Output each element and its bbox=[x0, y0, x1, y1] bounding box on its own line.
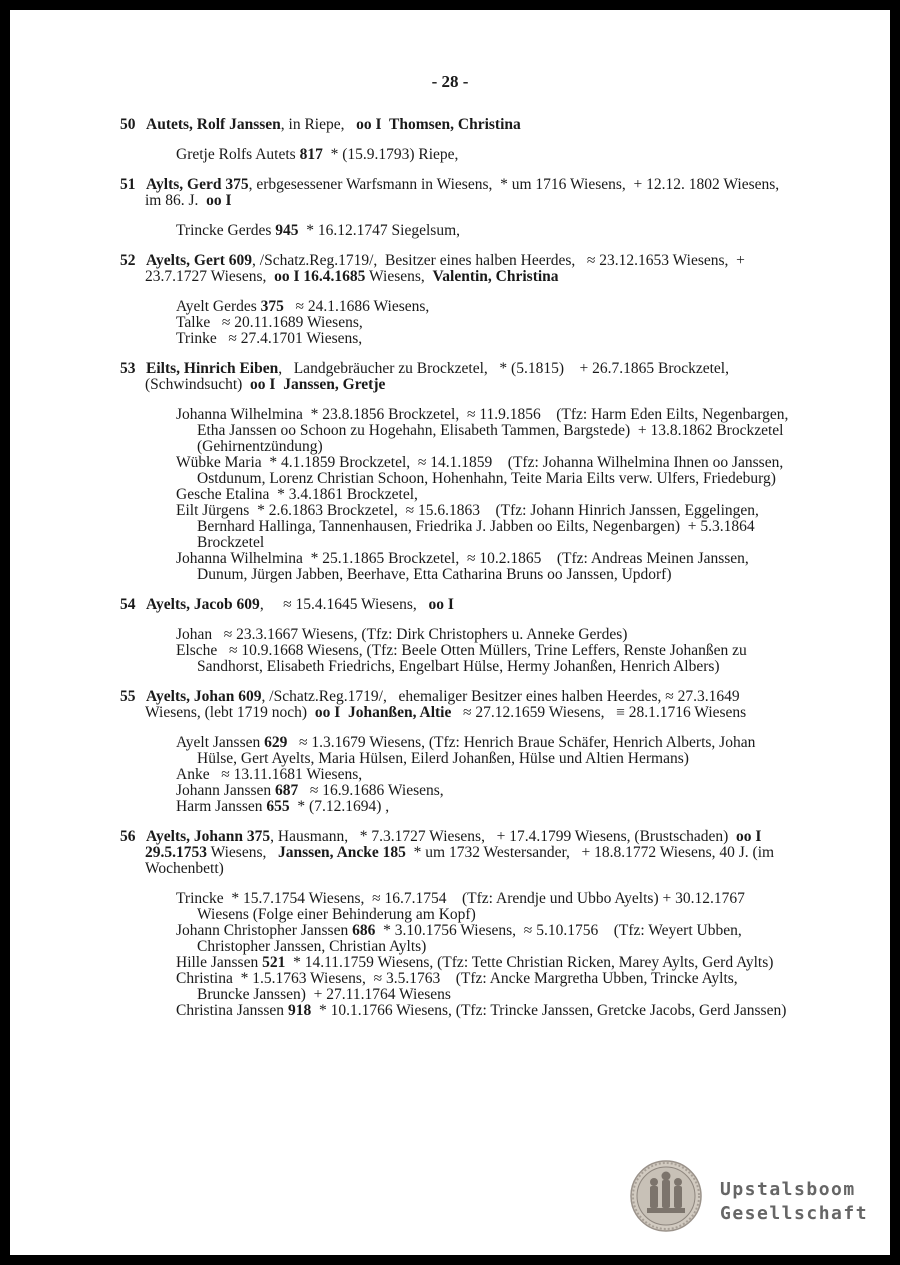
child-item: Eilt Jürgens * 2.6.1863 Brockzetel, ≈ 15.6.1863 (Tfz: Johann Hinrich Janssen, Eggelingen, Bernhard Hallinga, Tannenhausen, Friedrika J. Jabben oo Eilts, Negenbargen) + 5.3.1864 Brockzetel bbox=[176, 502, 759, 551]
entry-number: 51 bbox=[120, 176, 136, 193]
entry-number: 52 bbox=[120, 252, 136, 269]
entry-head: 51 Aylts, Gerd 375, erbgesessener Warfsmann in Wiesens, * um 1716 Wiesens, + 12.12. 1802 Wiesens, im 86. J. oo I bbox=[120, 176, 780, 209]
children-list bbox=[176, 299, 790, 347]
society-name-line2: Gesellschaft bbox=[720, 1203, 869, 1224]
entry-head: 55 Ayelts, Johan 609, /Schatz.Reg.1719/, ehemaliger Besitzer eines halben Heerdes, ≈ 27.3.1649 Wiesens, (lebt 1719 noch) oo I Johanßen, Altie ≈ 27.12.1659 Wiesens, ≡ 28.1.1716 Wiesens bbox=[120, 688, 747, 721]
entry-number: 56 bbox=[120, 828, 136, 845]
entry bbox=[120, 689, 790, 815]
entry bbox=[120, 597, 790, 675]
children-list bbox=[176, 891, 790, 1019]
entry-number: 55 bbox=[120, 688, 136, 705]
page-sheet bbox=[10, 10, 890, 1255]
society-name-line1: Upstalsboom bbox=[720, 1179, 856, 1200]
entry bbox=[120, 117, 790, 163]
child-item: Gesche Etalina * 3.4.1861 Brockzetel, bbox=[176, 486, 418, 503]
genealogy-entries bbox=[120, 117, 790, 1033]
society-seal-icon bbox=[630, 1160, 702, 1232]
child-item: Trinke ≈ 27.4.1701 Wiesens, bbox=[176, 330, 363, 347]
children-list bbox=[176, 407, 790, 583]
entry bbox=[120, 177, 790, 239]
child-item: Johann Janssen 687 ≈ 16.9.1686 Wiesens, bbox=[176, 782, 444, 799]
child-item: Christina Janssen 918 * 10.1.1766 Wiesens, (Tfz: Trincke Janssen, Gretcke Jacobs, Gerd Janssen) bbox=[176, 1002, 787, 1019]
child-item: Johan ≈ 23.3.1667 Wiesens, (Tfz: Dirk Christophers u. Anneke Gerdes) bbox=[176, 626, 628, 643]
child-item: Trincke Gerdes 945 * 16.12.1747 Siegelsum, bbox=[176, 222, 461, 239]
children-list bbox=[176, 223, 790, 239]
child-item: Harm Janssen 655 * (7.12.1694) , bbox=[176, 798, 390, 815]
entry-head: 50 Autets, Rolf Janssen, in Riepe, oo I Thomsen, Christina bbox=[120, 116, 521, 133]
entry bbox=[120, 253, 790, 347]
entry-head: 56 Ayelts, Johann 375, Hausmann, * 7.3.1727 Wiesens, + 17.4.1799 Wiesens, (Brustschaden) oo I 29.5.1753 Wiesens, Janssen, Ancke 185 * um 1732 Westersander, + 18.8.1772 Wiesens, 40 J. (im Wochenbett) bbox=[120, 828, 775, 877]
entry-head: 54 Ayelts, Jacob 609, ≈ 15.4.1645 Wiesens, oo I bbox=[120, 596, 454, 613]
children-list bbox=[176, 147, 790, 163]
children-list bbox=[176, 627, 790, 675]
page-number: - 28 - bbox=[431, 72, 469, 91]
child-item: Anke ≈ 13.11.1681 Wiesens, bbox=[176, 766, 363, 783]
child-item: Wübke Maria * 4.1.1859 Brockzetel, ≈ 14.1.1859 (Tfz: Johanna Wilhelmina Ihnen oo Janssen, Ostdunum, Lorenz Christian Schoon, Hohenhahn, Teite Maria Eilts verw. Ulfers, Friedeburg) bbox=[176, 454, 784, 487]
entry-head: 52 Ayelts, Gert 609, /Schatz.Reg.1719/, Besitzer eines halben Heerdes, ≈ 23.12.1653 Wiesens, + 23.7.1727 Wiesens, oo I 16.4.1685 Wiesens, Valentin, Christina bbox=[120, 252, 745, 285]
child-item: Johanna Wilhelmina * 23.8.1856 Brockzetel, ≈ 11.9.1856 (Tfz: Harm Eden Eilts, Negenbargen, Etha Janssen oo Schoon zu Hogehahn, Elisabeth Tammen, Bargstede) + 13.8.1862 Brockzetel (Gehirnentzündung) bbox=[176, 406, 789, 455]
entry bbox=[120, 829, 790, 1019]
child-item: Trincke * 15.7.1754 Wiesens, ≈ 16.7.1754 (Tfz: Arendje und Ubbo Ayelts) + 30.12.1767 Wiesens (Folge einer Behinderung am Kopf) bbox=[176, 890, 745, 923]
child-item: Johann Christopher Janssen 686 * 3.10.1756 Wiesens, ≈ 5.10.1756 (Tfz: Weyert Ubben, Christopher Janssen, Christian Aylts) bbox=[176, 922, 742, 955]
child-item: Ayelt Janssen 629 ≈ 1.3.1679 Wiesens, (Tfz: Henrich Braue Schäfer, Henrich Alberts, Johan Hülse, Gert Ayelts, Maria Hülsen, Eilerd Johanßen, Hülse und Altien Hermans) bbox=[176, 734, 756, 767]
child-item: Christina * 1.5.1763 Wiesens, ≈ 3.5.1763 (Tfz: Ancke Margretha Ubben, Trincke Aylts, Bruncke Janssen) + 27.11.1764 Wiesens bbox=[176, 970, 738, 1003]
child-item: Hille Janssen 521 * 14.11.1759 Wiesens, (Tfz: Tette Christian Ricken, Marey Aylts, Gerd Aylts) bbox=[176, 954, 774, 971]
child-item: Johanna Wilhelmina * 25.1.1865 Brockzetel, ≈ 10.2.1865 (Tfz: Andreas Meinen Janssen, Dunum, Jürgen Jabben, Beerhave, Etta Catharina Bruns oo Janssen, Updorf) bbox=[176, 550, 749, 583]
entry-number: 50 bbox=[120, 116, 136, 133]
society-name bbox=[720, 1178, 868, 1226]
entry-number: 54 bbox=[120, 596, 136, 613]
entry-number: 53 bbox=[120, 360, 136, 377]
child-item: Talke ≈ 20.11.1689 Wiesens, bbox=[176, 314, 363, 331]
child-item: Elsche ≈ 10.9.1668 Wiesens, (Tfz: Beele Otten Müllers, Trine Leffers, Renste Johanßen zu Sandhorst, Elisabeth Friedrichs, Engelbart Hülse, Hermy Johanßen, Henrich Albers) bbox=[176, 642, 747, 675]
entry-head: 53 Eilts, Hinrich Eiben, Landgebräucher zu Brockzetel, * (5.1815) + 26.7.1865 Brockzetel, (Schwindsucht) oo I Janssen, Gretje bbox=[120, 360, 729, 393]
child-item: Gretje Rolfs Autets 817 * (15.9.1793) Riepe, bbox=[176, 146, 459, 163]
child-item: Ayelt Gerdes 375 ≈ 24.1.1686 Wiesens, bbox=[176, 298, 430, 315]
children-list bbox=[176, 735, 790, 815]
entry bbox=[120, 361, 790, 583]
